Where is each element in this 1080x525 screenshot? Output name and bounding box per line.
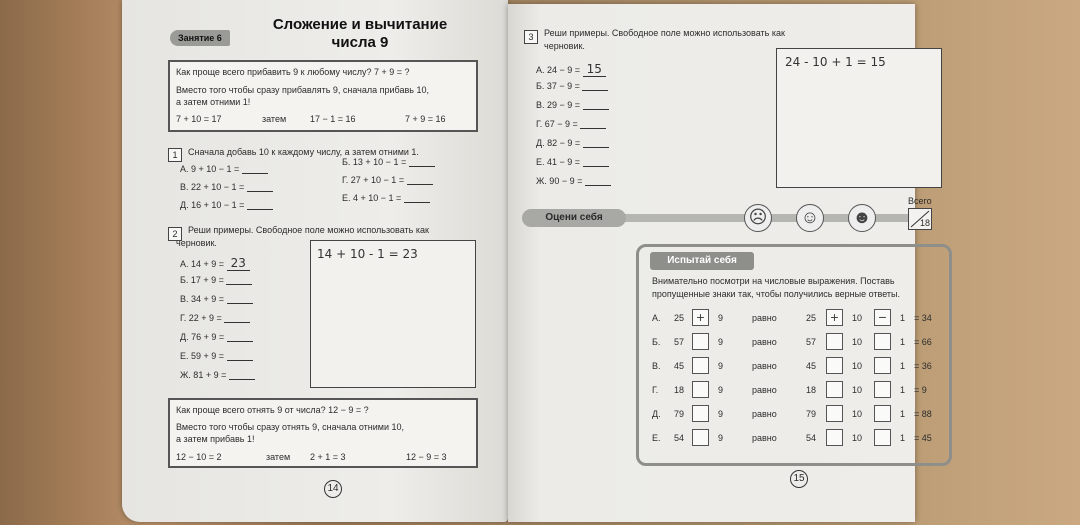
test-row-a: 25	[674, 313, 685, 323]
left-page	[122, 0, 508, 522]
test-row-e: 1	[900, 361, 906, 371]
task2-item-v: В. 34 + 9 =	[180, 294, 253, 304]
tip-add-step1: 7 + 10 = 17	[176, 114, 222, 124]
tip-sub-step1: 12 − 10 = 2	[176, 452, 222, 462]
sign-box-1[interactable]	[692, 429, 709, 446]
test-row-d: 10	[852, 409, 863, 419]
test-row-a: 57	[674, 337, 685, 347]
task3-item-v: В. 29 − 9 =	[536, 100, 609, 110]
task3-item-zh: Ж. 90 − 9 =	[536, 176, 611, 186]
sign-box-3[interactable]	[874, 405, 891, 422]
sign-box-3[interactable]: −	[874, 309, 891, 326]
open-workbook	[100, 0, 932, 525]
test-row-b: 9	[718, 361, 724, 371]
test-row-letter: Б.	[652, 337, 661, 347]
test-row-a: 18	[674, 385, 685, 395]
task2-item-d: Д. 76 + 9 =	[180, 332, 253, 342]
tip-sub-box	[168, 398, 478, 468]
happy-face-icon[interactable]: ☻	[848, 204, 876, 232]
task2-draft-text: 14 + 10 - 1 = 23	[317, 247, 418, 261]
sign-box-3[interactable]	[874, 381, 891, 398]
sign-box-3[interactable]	[874, 333, 891, 350]
page-number-right: 15	[790, 470, 808, 488]
test-row-letter: Е.	[652, 433, 661, 443]
test-label: Испытай себя	[650, 252, 754, 270]
test-row-b: 9	[718, 433, 724, 443]
task1-item-g: Г. 27 + 10 − 1 =	[342, 175, 433, 185]
sign-box-1[interactable]	[692, 381, 709, 398]
task3-instruction-2: черновик.	[544, 41, 585, 51]
test-row-e: 1	[900, 337, 906, 347]
task3-draft-text: 24 - 10 + 1 = 15	[785, 55, 886, 69]
test-row-d: 10	[852, 385, 863, 395]
tip-sub-question: Как проще всего отнять 9 от числа? 12 − 9 = ?	[176, 405, 369, 415]
tip-add-box	[168, 60, 478, 132]
test-row-d: 10	[852, 433, 863, 443]
test-row-e: 1	[900, 385, 906, 395]
task2-instruction-2: черновик.	[176, 238, 217, 248]
tip-add-step2: 17 − 1 = 16	[310, 114, 356, 124]
test-row-result: = 88	[914, 409, 932, 419]
test-equals-word: равно	[752, 433, 777, 443]
task1-number: 1	[168, 148, 182, 162]
sign-box-2[interactable]	[826, 381, 843, 398]
test-row-result: = 66	[914, 337, 932, 347]
sign-box-1[interactable]	[692, 405, 709, 422]
tip-sub-line2: а затем прибавь 1!	[176, 434, 255, 444]
task3-item-d: Д. 82 − 9 =	[536, 138, 609, 148]
rate-label: Оцени себя	[522, 209, 626, 227]
sign-box-2[interactable]	[826, 333, 843, 350]
task3-item-b: Б. 37 − 9 =	[536, 81, 608, 91]
test-row-e: 1	[900, 433, 906, 443]
tip-sub-line1: Вместо того чтобы сразу отнять 9, сначала отними 10,	[176, 422, 404, 432]
task1-item-b: Б. 13 + 10 − 1 =	[342, 157, 435, 167]
tip-add-result: 7 + 9 = 16	[405, 114, 446, 124]
task2-answer-a: 23	[227, 256, 250, 271]
sign-box-2[interactable]	[826, 405, 843, 422]
test-row-c: 18	[806, 385, 817, 395]
total-label: Всего	[908, 196, 932, 206]
test-equals-word: равно	[752, 409, 777, 419]
task3-item-a: А. 24 − 9 = 15	[536, 62, 606, 76]
test-row-result: = 45	[914, 433, 932, 443]
test-row-b: 9	[718, 385, 724, 395]
task1-instruction: Сначала добавь 10 к каждому числу, а затем отними 1.	[188, 147, 419, 157]
task2-item-b: Б. 17 + 9 =	[180, 275, 252, 285]
tip-add-line2: а затем отними 1!	[176, 97, 251, 107]
lesson-tab: Занятие 6	[170, 30, 230, 46]
sign-box-2[interactable]: +	[826, 309, 843, 326]
task3-number: 3	[524, 30, 538, 44]
total-score-box[interactable]	[908, 208, 932, 230]
test-row-a: 54	[674, 433, 685, 443]
task1-item-v: В. 22 + 10 − 1 =	[180, 182, 273, 192]
test-equals-word: равно	[752, 313, 777, 323]
test-row-e: 1	[900, 409, 906, 419]
task1-item-d: Д. 16 + 10 − 1 =	[180, 200, 273, 210]
test-row-c: 45	[806, 361, 817, 371]
test-row-result: = 34	[914, 313, 932, 323]
task1-item-a: А. 9 + 10 − 1 =	[180, 164, 268, 174]
total-score: 18	[919, 218, 930, 228]
sign-box-1[interactable]	[692, 333, 709, 350]
task3-item-e: Е. 41 − 9 =	[536, 157, 609, 167]
test-instruction-2: пропущенные знаки так, чтобы получились верные ответы.	[652, 289, 901, 299]
test-equals-word: равно	[752, 361, 777, 371]
sign-box-2[interactable]	[826, 357, 843, 374]
right-page	[508, 4, 932, 522]
sign-box-3[interactable]	[874, 429, 891, 446]
tip-sub-then: затем	[266, 452, 291, 462]
test-row-letter: В.	[652, 361, 661, 371]
test-row-a: 45	[674, 361, 685, 371]
neutral-face-icon[interactable]: ☺	[796, 204, 824, 232]
task1-item-e: Е. 4 + 10 − 1 =	[342, 193, 430, 203]
test-row-c: 54	[806, 433, 817, 443]
task2-item-e: Е. 59 + 9 =	[180, 351, 253, 361]
sign-box-1[interactable]: +	[692, 309, 709, 326]
test-row-result: = 9	[914, 385, 927, 395]
sad-face-icon[interactable]: ☹	[744, 204, 772, 232]
test-equals-word: равно	[752, 337, 777, 347]
task2-draft-field[interactable]	[310, 240, 476, 388]
task3-answer-a: 15	[583, 62, 606, 77]
test-row-c: 57	[806, 337, 817, 347]
test-row-a: 79	[674, 409, 685, 419]
task2-item-a: А. 14 + 9 = 23	[180, 256, 250, 270]
test-row-b: 9	[718, 409, 724, 419]
tip-sub-result: 12 − 9 = 3	[406, 452, 447, 462]
test-row-d: 10	[852, 361, 863, 371]
sign-box-2[interactable]	[826, 429, 843, 446]
page-number-left: 14	[324, 480, 342, 498]
test-row-letter: А.	[652, 313, 661, 323]
tip-add-question: Как проще всего прибавить 9 к любому числу? 7 + 9 = ?	[176, 67, 410, 77]
test-row-e: 1	[900, 313, 906, 323]
sign-box-1[interactable]	[692, 357, 709, 374]
test-instruction-1: Внимательно посмотри на числовые выражения. Поставь	[652, 276, 895, 286]
test-row-d: 10	[852, 313, 863, 323]
task3-instruction: Реши примеры. Свободное поле можно использовать как	[544, 28, 785, 38]
test-row-b: 9	[718, 313, 724, 323]
task2-number: 2	[168, 227, 182, 241]
task2-item-zh: Ж. 81 + 9 =	[180, 370, 255, 380]
task3-draft-field[interactable]	[776, 48, 942, 188]
task3-item-g: Г. 67 − 9 =	[536, 119, 606, 129]
test-row-letter: Г.	[652, 385, 659, 395]
test-row-letter: Д.	[652, 409, 661, 419]
page-title: Сложение и вычитание числа 9	[272, 16, 448, 51]
test-row-b: 9	[718, 337, 724, 347]
task2-instruction: Реши примеры. Свободное поле можно использовать как	[188, 225, 429, 235]
test-row-c: 79	[806, 409, 817, 419]
test-row-d: 10	[852, 337, 863, 347]
tip-add-line1: Вместо того чтобы сразу прибавлять 9, сначала прибавь 10,	[176, 85, 429, 95]
task2-item-g: Г. 22 + 9 =	[180, 313, 250, 323]
test-equals-word: равно	[752, 385, 777, 395]
test-row-c: 25	[806, 313, 817, 323]
tip-add-then: затем	[262, 114, 287, 124]
test-row-result: = 36	[914, 361, 932, 371]
sign-box-3[interactable]	[874, 357, 891, 374]
tip-sub-step2: 2 + 1 = 3	[310, 452, 346, 462]
